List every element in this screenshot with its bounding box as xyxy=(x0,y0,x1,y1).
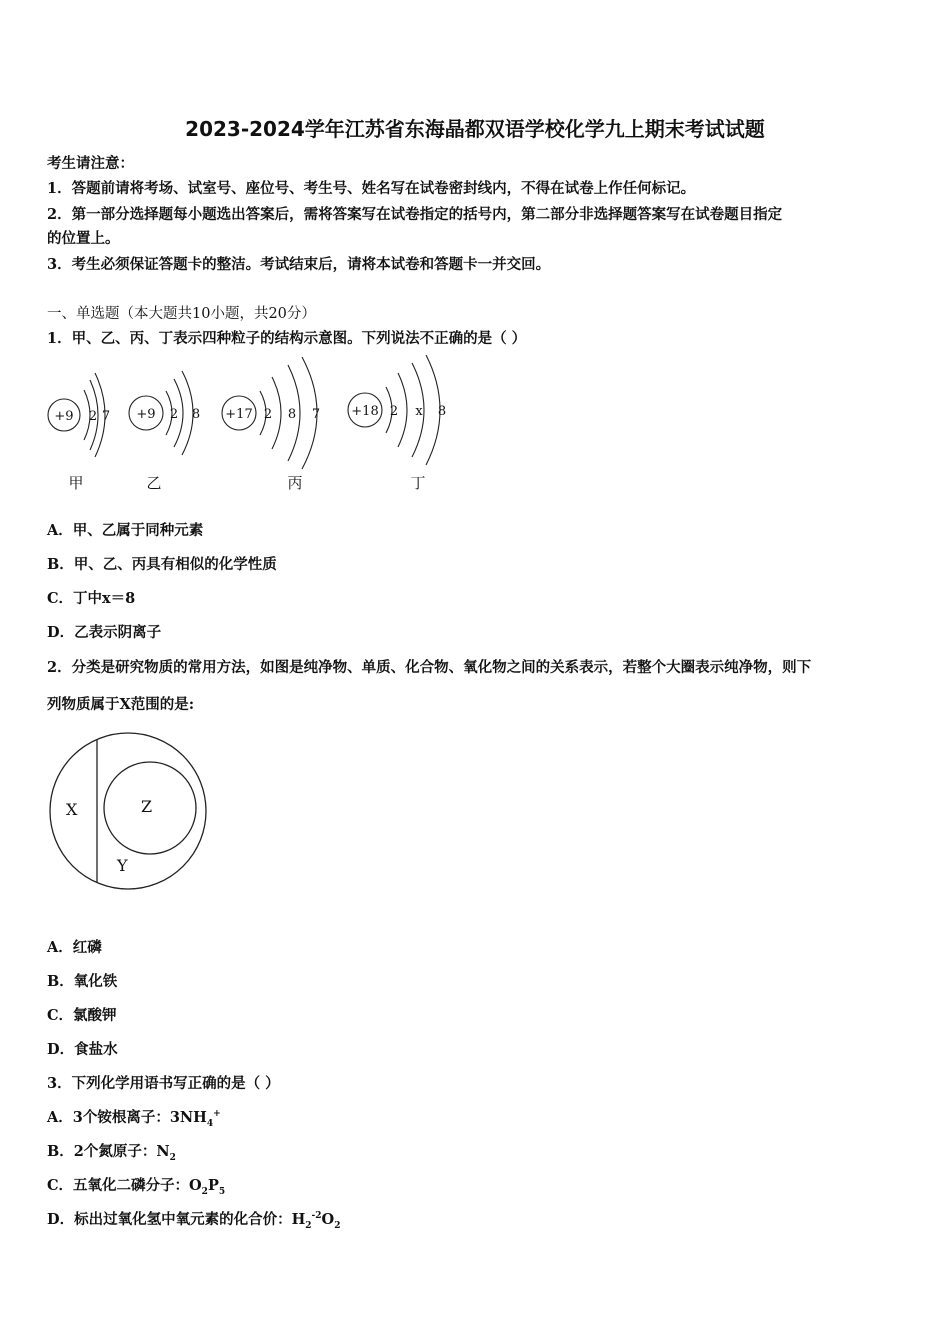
formula-superscript: + xyxy=(213,1109,221,1120)
shell-electrons: 8 xyxy=(437,404,447,419)
particle-label: 乙 xyxy=(146,474,162,492)
notice-heading: 考生请注意： xyxy=(47,155,134,172)
q3-option-a xyxy=(47,1106,221,1129)
atomic-structure-figure xyxy=(40,355,460,500)
nucleus-charge: +17 xyxy=(225,407,253,422)
shell-electrons: 8 xyxy=(287,407,297,422)
shell-electrons: 7 xyxy=(101,409,111,424)
q2-stem-continued: 列物质属于X范围的是: xyxy=(47,696,195,713)
notice-item: 3．考生必须保证答题卡的整洁。考试结束后，请将本试卷和答题卡一并交回。 xyxy=(47,256,551,273)
q2-option-b: B．氧化铁 xyxy=(47,973,118,990)
q3-option-b-text: B．2个氮原子：N xyxy=(47,1143,170,1160)
shell-electrons: 8 xyxy=(191,407,201,422)
formula-subscript: 4 xyxy=(206,1118,214,1129)
q2-option-a: A．红磷 xyxy=(47,939,102,956)
shell-arc xyxy=(272,377,281,449)
shell-electrons: 2 xyxy=(88,409,98,424)
q3-option-d xyxy=(47,1208,340,1231)
shell-electrons: 2 xyxy=(169,407,179,422)
particle-label: 甲 xyxy=(68,474,84,492)
formula-subscript: 2 xyxy=(169,1152,176,1163)
nucleus-charge: +9 xyxy=(136,407,156,422)
shell-electrons: 7 xyxy=(311,407,321,422)
valence-superscript: -2 xyxy=(311,1211,322,1222)
q3-option-d-text: D．标出过氧化氢中氧元素的化合价：H xyxy=(47,1211,306,1228)
formula-subscript: 2 xyxy=(305,1220,312,1231)
region-x-label: X xyxy=(66,800,78,819)
nucleus-charge: +18 xyxy=(351,404,379,419)
formula-subscript: 2 xyxy=(201,1186,208,1197)
page-title: 2023-2024学年江苏省东海晶都双语学校化学九上期末考试试题 xyxy=(185,117,765,141)
particle-label: 丙 xyxy=(287,474,303,492)
formula-element: P xyxy=(207,1177,219,1194)
notice-item: 1．答题前请将考场、试室号、座位号、考生号、姓名写在试卷密封线内，不得在试卷上作任何标记。 xyxy=(47,180,696,197)
shell-electrons: 2 xyxy=(389,404,399,419)
q1-option-d: D．乙表示阴离子 xyxy=(47,624,162,641)
q1-option-b: B．甲、乙、丙具有相似的化学性质 xyxy=(47,556,277,573)
q1-option-a: A．甲、乙属于同种元素 xyxy=(47,522,204,539)
q3-stem: 3．下列化学用语书写正确的是（ ） xyxy=(47,1075,280,1092)
shell-electrons: 2 xyxy=(263,407,273,422)
classification-diagram xyxy=(44,730,214,895)
notice-item: 的位置上。 xyxy=(47,230,120,247)
region-z-label: Z xyxy=(141,797,153,816)
q3-option-c-text: C．五氧化二磷分子：O xyxy=(47,1177,202,1194)
q1-option-c: C．丁中x＝8 xyxy=(47,590,136,607)
q3-option-a-text: A．3个铵根离子：3NH xyxy=(47,1109,207,1126)
shell-electrons: x xyxy=(415,404,423,419)
formula-subscript: 5 xyxy=(218,1186,226,1197)
formula-element: O xyxy=(321,1211,335,1228)
particle-label: 丁 xyxy=(410,474,426,492)
q3-option-b xyxy=(47,1140,176,1163)
q2-option-c: C．氯酸钾 xyxy=(47,1007,117,1024)
nucleus-charge: +9 xyxy=(54,409,74,424)
shell-arc xyxy=(398,373,407,447)
region-y-label: Y xyxy=(117,856,128,875)
section-heading: 一、单选题（本大题共10小题，共20分） xyxy=(47,306,316,322)
q1-stem: 1．甲、乙、丙、丁表示四种粒子的结构示意图。下列说法不正确的是（ ） xyxy=(47,330,527,347)
q2-stem: 2．分类是研究物质的常用方法，如图是纯净物、单质、化合物、氧化物之间的关系表示，若整个大圈表示纯净物，则下 xyxy=(47,659,812,676)
formula-subscript: 2 xyxy=(334,1220,341,1231)
notice-item: 2．第一部分选择题每小题选出答案后，需将答案写在试卷指定的括号内，第二部分非选择题答案写在试卷题目指定 xyxy=(47,206,783,223)
q3-option-c xyxy=(47,1174,225,1197)
q2-option-d: D．食盐水 xyxy=(47,1041,118,1058)
